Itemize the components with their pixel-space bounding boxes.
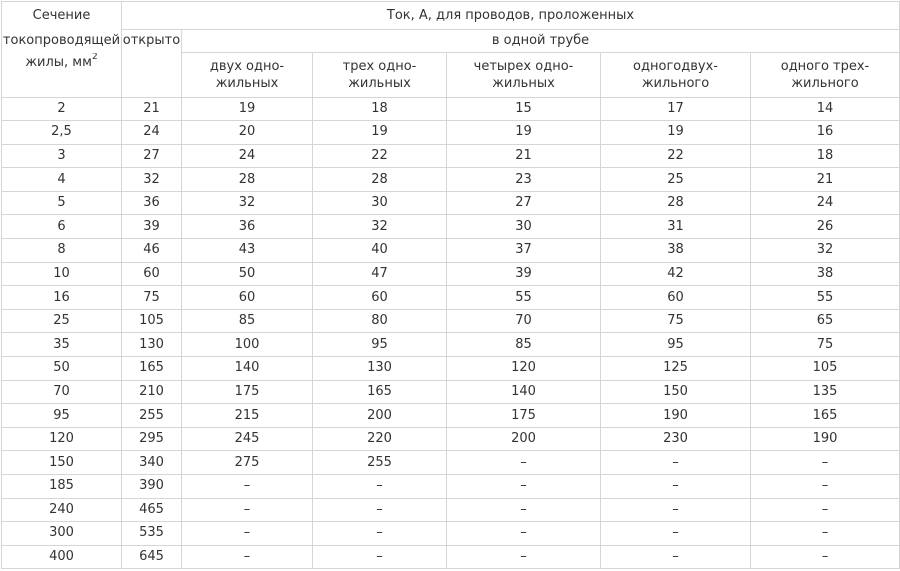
cell-three-single: 32 — [313, 215, 447, 239]
cell-open: 27 — [122, 144, 182, 168]
cell-section: 185 — [2, 475, 122, 499]
subheader-line2: жильных — [492, 75, 555, 91]
cell-open: 165 — [122, 357, 182, 381]
cell-open: 465 — [122, 498, 182, 522]
cell-section: 6 — [2, 215, 122, 239]
cell-section: 50 — [2, 357, 122, 381]
cell-three-single: 220 — [313, 427, 447, 451]
cell-three-single: 30 — [313, 191, 447, 215]
cell-two-single: 19 — [182, 97, 313, 121]
cell-four-single: 175 — [447, 404, 601, 428]
cell-section: 4 — [2, 168, 122, 192]
cell-one-three-core: 18 — [751, 144, 900, 168]
cell-four-single: 120 — [447, 357, 601, 381]
cell-three-single: – — [313, 522, 447, 546]
cell-section: 300 — [2, 522, 122, 546]
cell-two-single: 20 — [182, 121, 313, 145]
cell-open: 24 — [122, 121, 182, 145]
cell-one-two-core: – — [601, 522, 751, 546]
cell-section: 8 — [2, 239, 122, 263]
cell-one-two-core: 38 — [601, 239, 751, 263]
cell-one-two-core: 190 — [601, 404, 751, 428]
cell-open: 60 — [122, 262, 182, 286]
cell-open: 295 — [122, 427, 182, 451]
cell-one-two-core: 125 — [601, 357, 751, 381]
cell-four-single: 140 — [447, 380, 601, 404]
cell-one-three-core: 65 — [751, 309, 900, 333]
table-row — [2, 498, 900, 522]
cell-four-single: 55 — [447, 286, 601, 310]
cell-two-single: 175 — [182, 380, 313, 404]
subheader-line2: жильного — [641, 75, 710, 91]
cell-two-single: 32 — [182, 191, 313, 215]
header-section-line3 — [2, 53, 122, 98]
cell-three-single: – — [313, 545, 447, 569]
subheader-one-two-core — [601, 53, 751, 98]
cell-two-single: 140 — [182, 357, 313, 381]
cell-section: 150 — [2, 451, 122, 475]
table-row — [2, 451, 900, 475]
cell-four-single: 19 — [447, 121, 601, 145]
cell-open: 39 — [122, 215, 182, 239]
cell-two-single: – — [182, 522, 313, 546]
cell-three-single: 47 — [313, 262, 447, 286]
cell-open: 130 — [122, 333, 182, 357]
cell-section: 120 — [2, 427, 122, 451]
cell-four-single: 70 — [447, 309, 601, 333]
cell-one-three-core: 190 — [751, 427, 900, 451]
cell-one-two-core: 28 — [601, 191, 751, 215]
cell-open: 255 — [122, 404, 182, 428]
cell-section: 2,5 — [2, 121, 122, 145]
subheader-line1: четырех одно- — [473, 58, 574, 74]
cell-one-three-core: 21 — [751, 168, 900, 192]
subheader-line2: жильных — [215, 75, 279, 91]
cell-four-single: 30 — [447, 215, 601, 239]
cell-one-two-core: – — [601, 545, 751, 569]
cell-three-single: 80 — [313, 309, 447, 333]
cell-one-three-core: 16 — [751, 121, 900, 145]
subheader-line1: двух одно- — [209, 58, 285, 74]
header-open-blank — [122, 53, 182, 98]
cell-one-three-core: 24 — [751, 191, 900, 215]
cell-three-single: 255 — [313, 451, 447, 475]
cell-two-single: 24 — [182, 144, 313, 168]
cell-three-single: 60 — [313, 286, 447, 310]
cell-four-single: 39 — [447, 262, 601, 286]
cell-one-three-core: – — [751, 498, 900, 522]
cell-three-single: – — [313, 475, 447, 499]
table-row — [2, 522, 900, 546]
subheader-three-single — [313, 53, 447, 98]
cell-four-single: – — [447, 545, 601, 569]
cell-four-single: 200 — [447, 427, 601, 451]
cell-one-three-core: 32 — [751, 239, 900, 263]
table-row — [2, 239, 900, 263]
cell-one-two-core: 60 — [601, 286, 751, 310]
cell-three-single: 28 — [313, 168, 447, 192]
cell-section: 10 — [2, 262, 122, 286]
header-row-2 — [2, 30, 900, 53]
header-tube: в одной трубе — [182, 30, 900, 53]
cell-one-two-core: – — [601, 475, 751, 499]
table-row — [2, 215, 900, 239]
cell-section: 25 — [2, 309, 122, 333]
subheader-one-three-core — [751, 53, 900, 98]
cell-two-single: – — [182, 545, 313, 569]
cell-two-single: 60 — [182, 286, 313, 310]
table-row — [2, 380, 900, 404]
cell-open: 390 — [122, 475, 182, 499]
header-row-1 — [2, 2, 900, 30]
cell-section: 400 — [2, 545, 122, 569]
cell-section: 3 — [2, 144, 122, 168]
cell-two-single: – — [182, 475, 313, 499]
table-row — [2, 404, 900, 428]
cell-four-single: – — [447, 522, 601, 546]
cell-three-single: 40 — [313, 239, 447, 263]
cell-four-single: 27 — [447, 191, 601, 215]
cell-open: 340 — [122, 451, 182, 475]
cell-two-single: 28 — [182, 168, 313, 192]
subheader-line1: одногодвух- — [633, 58, 718, 74]
cell-one-three-core: 165 — [751, 404, 900, 428]
cell-one-three-core: 38 — [751, 262, 900, 286]
subheader-four-single — [447, 53, 601, 98]
cell-one-two-core: 42 — [601, 262, 751, 286]
cell-three-single: 95 — [313, 333, 447, 357]
cell-one-two-core: 31 — [601, 215, 751, 239]
cell-section: 70 — [2, 380, 122, 404]
cell-three-single: 200 — [313, 404, 447, 428]
cell-three-single: 22 — [313, 144, 447, 168]
cell-two-single: 215 — [182, 404, 313, 428]
cell-one-two-core: 17 — [601, 97, 751, 121]
cell-section: 16 — [2, 286, 122, 310]
cell-four-single: 85 — [447, 333, 601, 357]
cell-section: 95 — [2, 404, 122, 428]
cell-one-two-core: 75 — [601, 309, 751, 333]
cell-four-single: 23 — [447, 168, 601, 192]
cell-open: 105 — [122, 309, 182, 333]
cell-two-single: – — [182, 498, 313, 522]
cell-one-three-core: – — [751, 451, 900, 475]
subheader-line1: одного трех- — [780, 58, 870, 74]
header-open: открыто — [122, 30, 182, 53]
cell-open: 46 — [122, 239, 182, 263]
header-group-title: Ток, А, для проводов, проложенных — [122, 2, 900, 30]
cell-four-single: 37 — [447, 239, 601, 263]
cell-three-single: 165 — [313, 380, 447, 404]
subheader-line1: трех одно- — [342, 58, 417, 74]
cell-three-single: 130 — [313, 357, 447, 381]
cell-four-single: 21 — [447, 144, 601, 168]
cell-open: 36 — [122, 191, 182, 215]
table-row — [2, 286, 900, 310]
cell-one-two-core: 19 — [601, 121, 751, 145]
cell-open: 21 — [122, 97, 182, 121]
cell-one-two-core: 25 — [601, 168, 751, 192]
cell-one-two-core: – — [601, 498, 751, 522]
table-row — [2, 427, 900, 451]
table-row — [2, 168, 900, 192]
cell-open: 645 — [122, 545, 182, 569]
header-section-unit: жилы, мм — [25, 54, 92, 70]
cell-open: 535 — [122, 522, 182, 546]
cell-one-two-core: 230 — [601, 427, 751, 451]
cell-one-three-core: 26 — [751, 215, 900, 239]
cell-two-single: 85 — [182, 309, 313, 333]
cell-section: 35 — [2, 333, 122, 357]
cell-one-two-core: 150 — [601, 380, 751, 404]
table-row — [2, 144, 900, 168]
cell-two-single: 275 — [182, 451, 313, 475]
cell-one-two-core: – — [601, 451, 751, 475]
cell-one-three-core: – — [751, 475, 900, 499]
cell-one-three-core: 14 — [751, 97, 900, 121]
cell-one-three-core: – — [751, 545, 900, 569]
header-section-line1: Сечение — [2, 2, 122, 30]
cell-one-three-core: – — [751, 522, 900, 546]
cell-one-three-core: 75 — [751, 333, 900, 357]
cell-two-single: 36 — [182, 215, 313, 239]
header-section-line2: токопроводящей — [2, 30, 122, 53]
table-row — [2, 191, 900, 215]
cell-four-single: – — [447, 475, 601, 499]
subheader-line2: жильного — [791, 75, 859, 91]
cell-one-two-core: 22 — [601, 144, 751, 168]
table-row — [2, 545, 900, 569]
cell-four-single: 15 — [447, 97, 601, 121]
table-row — [2, 333, 900, 357]
cell-one-three-core: 105 — [751, 357, 900, 381]
cell-one-two-core: 95 — [601, 333, 751, 357]
cell-three-single: – — [313, 498, 447, 522]
cell-two-single: 50 — [182, 262, 313, 286]
header-row-3 — [2, 53, 900, 98]
cell-three-single: 18 — [313, 97, 447, 121]
cell-section: 240 — [2, 498, 122, 522]
table-row — [2, 475, 900, 499]
table-row — [2, 121, 900, 145]
cell-two-single: 245 — [182, 427, 313, 451]
cell-three-single: 19 — [313, 121, 447, 145]
header-section-unit-sup: 2 — [91, 52, 98, 63]
subheader-two-single — [182, 53, 313, 98]
cell-one-three-core: 55 — [751, 286, 900, 310]
table-row — [2, 262, 900, 286]
cell-open: 32 — [122, 168, 182, 192]
cell-two-single: 43 — [182, 239, 313, 263]
cell-open: 210 — [122, 380, 182, 404]
table-row — [2, 357, 900, 381]
cell-four-single: – — [447, 451, 601, 475]
current-table — [1, 1, 900, 569]
cell-four-single: – — [447, 498, 601, 522]
table-row — [2, 309, 900, 333]
cell-open: 75 — [122, 286, 182, 310]
table-row — [2, 97, 900, 121]
cell-section: 2 — [2, 97, 122, 121]
cell-section: 5 — [2, 191, 122, 215]
cell-two-single: 100 — [182, 333, 313, 357]
subheader-line2: жильных — [348, 75, 411, 91]
cell-one-three-core: 135 — [751, 380, 900, 404]
